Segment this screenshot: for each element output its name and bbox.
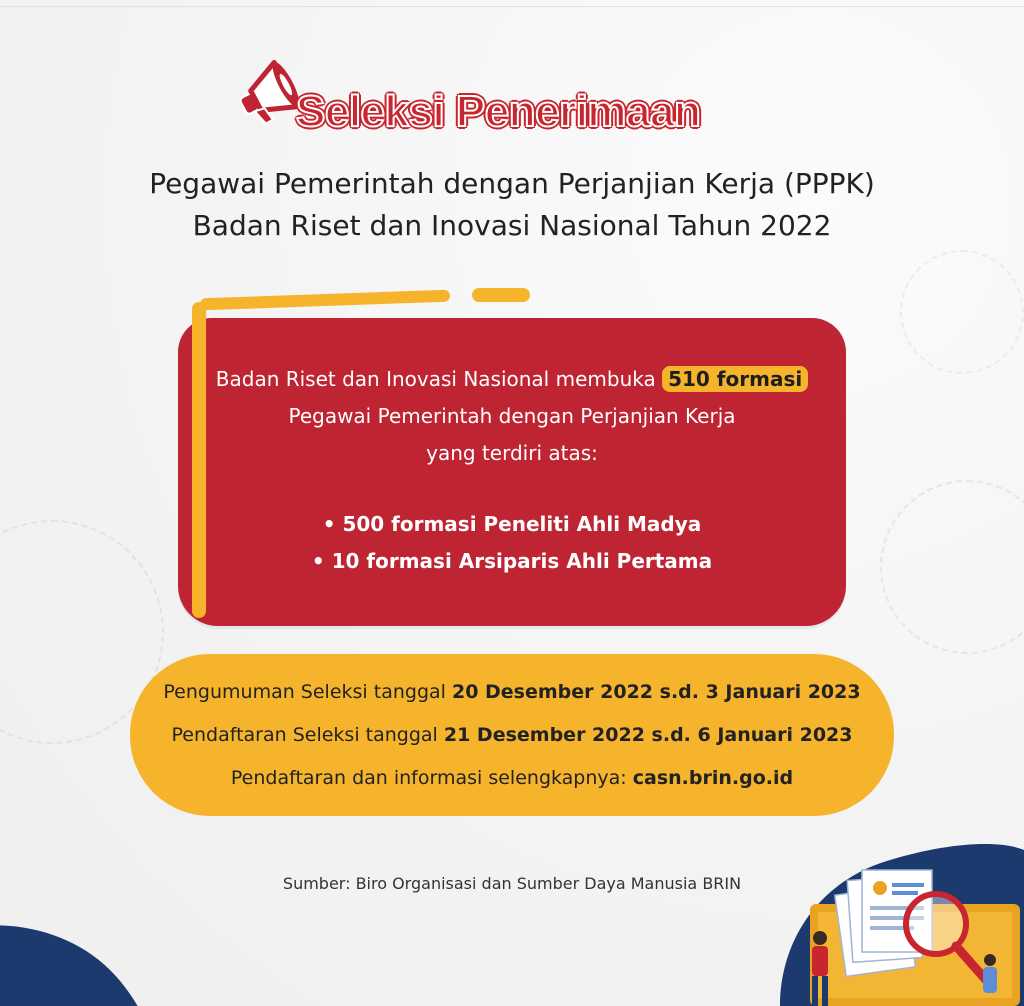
list-item: • 10 formasi Arsiparis Ahli Pertama (311, 549, 713, 573)
registration-schedule (0, 721, 1024, 749)
decorative-circle (900, 250, 1024, 374)
subtitle-line-2: Badan Riset dan Inovasi Nasional Tahun 2022 (192, 209, 832, 242)
accent-bar (472, 288, 530, 302)
page-title: Seleksi Penerimaan (296, 87, 701, 136)
registration-label: Pendaftaran Seleksi tanggal (171, 724, 438, 746)
decorative-blob (0, 890, 170, 1006)
accent-bar (200, 290, 450, 311)
recruitment-magnifier-illustration (740, 820, 1024, 1006)
info-url-link[interactable]: casn.brin.go.id (632, 767, 794, 789)
formation-count-badge: 510 formasi (662, 366, 808, 392)
info-intro-text: Badan Riset dan Inovasi Nasional membuka (215, 367, 656, 391)
info-link-label: Pendaftaran dan informasi selengkapnya: (230, 767, 627, 789)
subtitle-line-1: Pegawai Pemerintah dengan Perjanjian Kerja (PPPK) (149, 167, 875, 200)
announcement-schedule (0, 678, 1024, 706)
info-line-2: Pegawai Pemerintah dengan Perjanjian Kerja (288, 404, 736, 428)
list-item: • 500 formasi Peneliti Ahli Madya (322, 512, 702, 536)
announcement-dates: 20 Desember 2022 s.d. 3 Januari 2023 (451, 681, 861, 703)
source-credit: Sumber: Biro Organisasi dan Sumber Daya Manusia BRIN (282, 874, 742, 893)
top-divider (0, 6, 1024, 7)
info-line-3: yang terdiri atas: (426, 441, 598, 465)
info-intro (0, 364, 1024, 394)
announcement-label: Pengumuman Seleksi tanggal (163, 681, 446, 703)
info-link-row (0, 764, 1024, 792)
registration-dates: 21 Desember 2022 s.d. 6 Januari 2023 (443, 724, 853, 746)
